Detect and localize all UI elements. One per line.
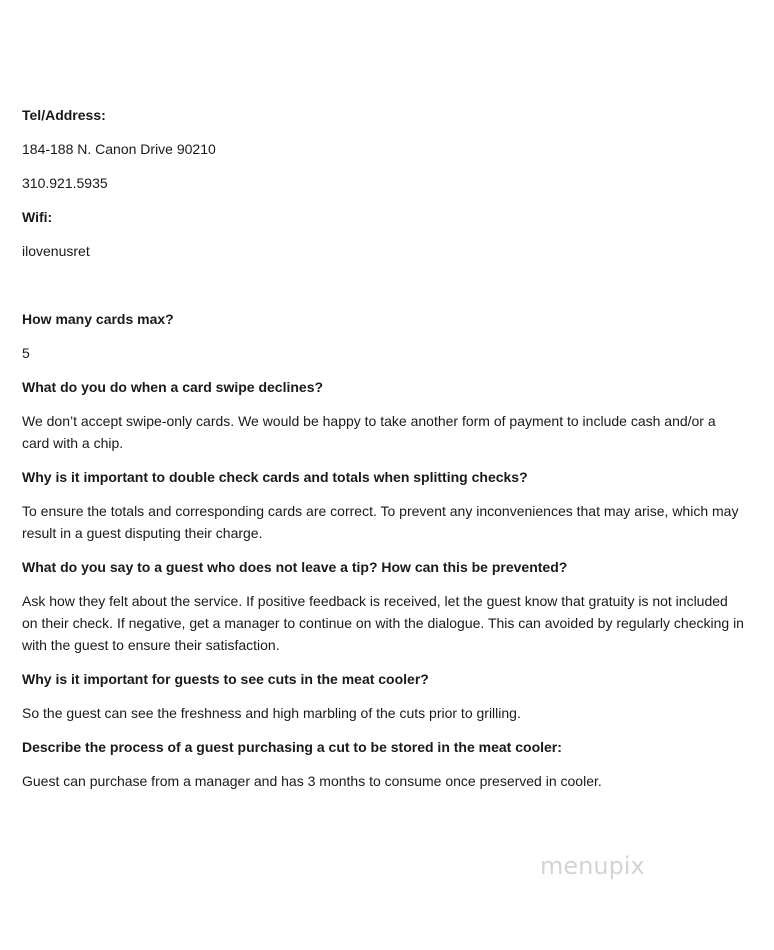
answer-splitting-checks: To ensure the totals and corresponding cards are correct. To prevent any inconveniences that may arise, which may result in a guest disputing their charge. <box>22 503 739 541</box>
phone-text: 310.921.5935 <box>22 175 108 191</box>
menupix-watermark: menupix <box>540 852 645 880</box>
question-splitting-checks: Why is it important to double check cards and totals when splitting checks? <box>22 469 528 485</box>
question-purchase-process: Describe the process of a guest purchasing a cut to be stored in the meat cooler: <box>22 739 562 755</box>
answer-no-tip: Ask how they felt about the service. If positive feedback is received, let the guest know that gratuity is not included on their check. If negative, get a manager to continue on with the dialogue. This can avoided by regularly checking in with the guest to ensure their satisfaction. <box>22 593 744 653</box>
question-meat-cooler: Why is it important for guests to see cuts in the meat cooler? <box>22 671 429 687</box>
wifi-label: Wifi: <box>22 209 53 225</box>
question-no-tip: What do you say to a guest who does not leave a tip? How can this be prevented? <box>22 559 568 575</box>
contact-label: Tel/Address: <box>22 107 106 123</box>
question-cards-max: How many cards max? <box>22 311 174 327</box>
wifi-value: ilovenusret <box>22 243 90 259</box>
answer-card-declines: We don’t accept swipe-only cards. We would be happy to take another form of payment to include cash and/or a card with a chip. <box>22 413 716 451</box>
address-text: 184-188 N. Canon Drive 90210 <box>22 141 216 157</box>
question-card-declines: What do you do when a card swipe declines? <box>22 379 324 395</box>
answer-purchase-process: Guest can purchase from a manager and has 3 months to consume once preserved in cooler. <box>22 773 602 789</box>
answer-cards-max: 5 <box>22 345 30 361</box>
answer-meat-cooler: So the guest can see the freshness and high marbling of the cuts prior to grilling. <box>22 705 521 721</box>
